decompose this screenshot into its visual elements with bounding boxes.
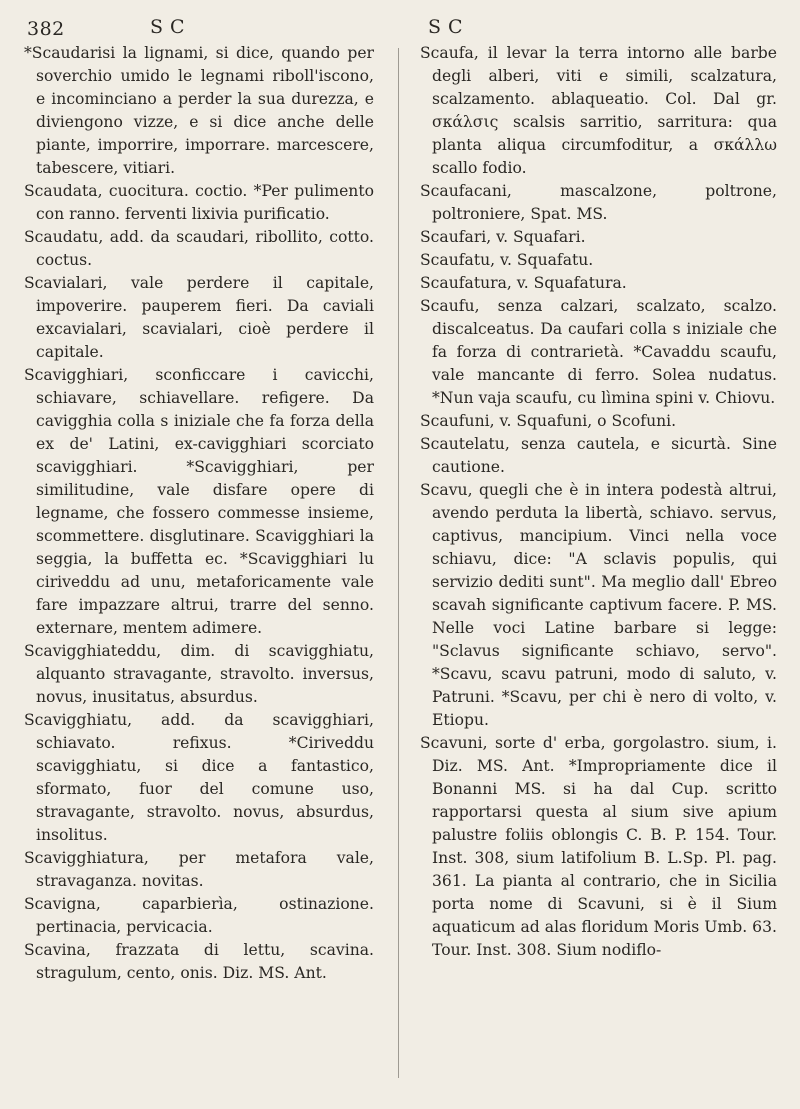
entry-scautelatu: Scautelatu, senza cautela, e sicurtà. Sine cautione. [420, 435, 777, 476]
left-running-head: S C [150, 16, 186, 38]
right-running-head: S C [428, 16, 464, 38]
column-divider [398, 48, 399, 1078]
right-column [420, 42, 777, 962]
entry-scaudarisi: *Scaudarisi la lignami, si dice, quando per soverchio umido le legnami riboll'iscono, e incominciano a perder la sua durezza, e diviengono vizze, e si dice anche delle piante, imporrire, imporrare. marcescere, tabescere, vitiari. [24, 44, 374, 177]
entry-scaudata: Scaudata, cuocitura. coctio. *Per pulimento con ranno. ferventi lixivia purificatio. [24, 182, 374, 223]
entry-scavuni: Scavuni, sorte d' erba, gorgolastro. sium, i. Diz. MS. Ant. *Impropriamente dice il Bonanni MS. si ha dal Cup. scritto rapportarsi questa al sium sive apium palustre foliis oblongis C. B. P. 154. Tour. Inst. 308, sium latifolium B. L.Sp. Pl. pag. 361. La pianta al contrario, che in Sicilia porta nome di Scavuni, si è il Sium aquaticum ad alas floridum Moris Umb. 63. Tour. Inst. 308. Sium nodiflo- [420, 734, 777, 959]
entry-scavialari: Scavialari, vale perdere il capitale, impoverire. pauperem fieri. Da caviali excavialari, scavialari, cioè perdere il capitale. [24, 274, 374, 361]
entry-scaufari: Scaufari, v. Squafari. [420, 228, 586, 246]
entry-scaufuni: Scaufuni, v. Squafuni, o Scofuni. [420, 412, 677, 430]
entry-scavigghiateddu: Scavigghiateddu, dim. di scavigghiatu, alquanto stravagante, stravolto. inversus, novus, inusitatus, absurdus. [24, 642, 374, 706]
entry-scaufatu: Scaufatu, v. Squafatu. [420, 251, 594, 269]
entry-scaudatu: Scaudatu, add. da scaudari, ribollito, cotto. coctus. [24, 228, 374, 269]
entry-scavigna: Scavigna, caparbierìa, ostinazione. pertinacia, pervicacia. [24, 895, 374, 936]
page-number: 382 [27, 18, 65, 40]
entry-scavigghiatu: Scavigghiatu, add. da scavigghiari, schiavato. refixus. *Ciriveddu scavigghiatu, si dice a fantastico, sformato, fuor del comune uso, stravagante, stravolto. novus, absurdus, insolitus. [24, 711, 374, 844]
entry-scaufa: Scaufa, il levar la terra intorno alle barbe degli alberi, viti e simili, scalzatura, scalzamento. ablaqueatio. Col. Dal gr. σκάλσις scalsis sarritio, sarritura: qua planta aliqua circumfoditur, a σκάλλω scallo fodio. [420, 44, 777, 177]
entry-scaufatura: Scaufatura, v. Squafatura. [420, 274, 627, 292]
entry-scaufu: Scaufu, senza calzari, scalzato, scalzo. discalceatus. Da caufari colla s iniziale che fa forza di contrarietà. *Cavaddu scaufu, vale mancante di ferro. Solea nudatus. *Nun vaja scaufu, cu lìmina spini v. Chiovu. [420, 297, 777, 407]
entry-scavigghiatura: Scavigghiatura, per metafora vale, stravaganza. novitas. [24, 849, 374, 890]
entry-scavina: Scavina, frazzata di lettu, scavina. stragulum, cento, onis. Diz. MS. Ant. [24, 941, 374, 982]
entry-scaufacani: Scaufacani, mascalzone, poltrone, poltroniere, Spat. MS. [420, 182, 777, 223]
left-column [24, 42, 374, 985]
entry-scavu: Scavu, quegli che è in intera podestà altrui, avendo perduta la libertà, schiavo. servus, captivus, mancipium. Vinci nella voce schiavu, dice: "A sclavis populis, qui servizio dediti sunt". Ma meglio dall' Ebreo scavah significante captivum facere. P. MS. Nelle voci Latine barbare si legge: "Sclavus significante schiavo, servo". *Scavu, scavu patruni, modo di saluto, v. Patruni. *Scavu, per chi è nero di volto, v. Etiopu. [420, 481, 777, 729]
running-header [0, 6, 800, 42]
entry-scavigghiari: Scavigghiari, sconficcare i cavicchi, schiavare, schiavellare. refigere. Da cavigghia colla s iniziale che fa forza della ex de' Latini, ex-cavigghiari scorciato scavigghiari. *Scavigghiari, per similitudine, vale disfare opere di legname, che fossero commesse insieme, scommettere. disglutinare. Scavigghiari la seggia, la buffetta ec. *Scavigghiari lu ciriveddu ad unu, metaforicamente vale fare impazzare altrui, trarre del senno. externare, mentem adimere. [24, 366, 374, 637]
